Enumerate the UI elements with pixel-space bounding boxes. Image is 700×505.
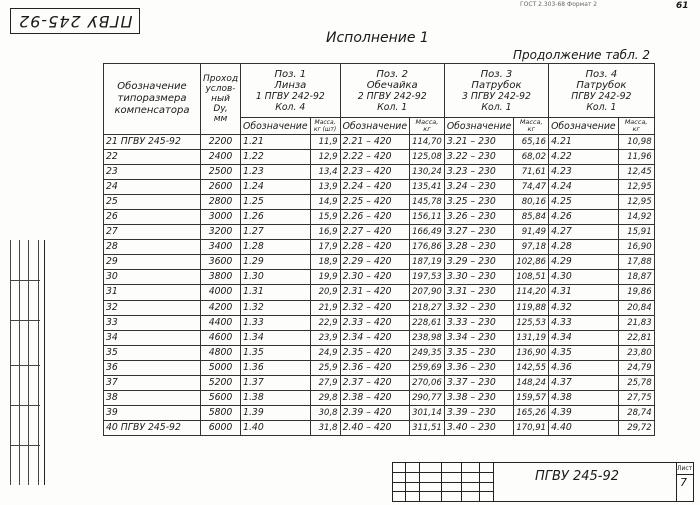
cell-pos1-mass: 13,9	[310, 180, 340, 195]
cell-pos3-oboz: 3.25 – 230	[444, 195, 514, 210]
cell-type: 29	[104, 255, 201, 270]
table-body	[104, 135, 655, 436]
cell-pos3-oboz: 3.29 – 230	[444, 255, 514, 270]
cell-pos2-oboz: 2.38 – 420	[340, 390, 410, 405]
cell-pos2-mass: 145,78	[410, 195, 445, 210]
page-title: Исполнение 1	[326, 30, 429, 46]
cell-dy: 4600	[201, 330, 241, 345]
cell-dy: 2800	[201, 195, 241, 210]
cell-type: 28	[104, 240, 201, 255]
cell-pos3-oboz: 3.22 – 230	[444, 150, 514, 165]
cell-pos2-oboz: 2.30 – 420	[340, 270, 410, 285]
cell-dy: 3600	[201, 255, 241, 270]
cell-pos2-oboz: 2.28 – 420	[340, 240, 410, 255]
cell-pos2-oboz: 2.32 – 420	[340, 300, 410, 315]
cell-pos4-mass: 18,87	[618, 270, 654, 285]
header-pos2-mass: Масса, кг	[410, 118, 445, 135]
cell-pos1-mass: 27,9	[310, 375, 340, 390]
title-block-code: ПГВУ 245-92	[535, 469, 620, 484]
cell-type: 35	[104, 345, 201, 360]
cell-pos3-mass: 119,88	[514, 300, 549, 315]
cell-pos1-mass: 14,9	[310, 195, 340, 210]
sheet-number: 7	[680, 476, 687, 489]
cell-dy: 5200	[201, 375, 241, 390]
cell-pos1-mass: 30,8	[310, 405, 340, 420]
cell-pos2-oboz: 2.21 – 420	[340, 135, 410, 150]
table-row	[104, 375, 655, 390]
cell-pos4-oboz: 4.29	[549, 255, 619, 270]
cell-pos2-mass: 187,19	[410, 255, 445, 270]
cell-pos1-oboz: 1.38	[241, 390, 311, 405]
cell-pos2-oboz: 2.40 – 420	[340, 420, 410, 435]
cell-pos1-mass: 16,9	[310, 225, 340, 240]
cell-pos4-mass: 16,90	[618, 240, 654, 255]
cell-pos3-oboz: 3.37 – 230	[444, 375, 514, 390]
cell-pos3-mass: 165,26	[514, 405, 549, 420]
cell-pos1-oboz: 1.24	[241, 180, 311, 195]
cell-pos4-mass: 22,81	[618, 330, 654, 345]
cell-pos3-mass: 131,19	[514, 330, 549, 345]
header-pos1: Поз. 1 Линза 1 ПГВУ 242-92 Кол. 4	[241, 64, 341, 118]
table-row	[104, 330, 655, 345]
cell-pos3-mass: 170,91	[514, 420, 549, 435]
cell-dy: 6000	[201, 420, 241, 435]
cell-pos4-mass: 23,80	[618, 345, 654, 360]
cell-pos4-mass: 17,88	[618, 255, 654, 270]
cell-pos1-oboz: 1.22	[241, 150, 311, 165]
cell-pos3-oboz: 3.28 – 230	[444, 240, 514, 255]
cell-pos3-mass: 159,57	[514, 390, 549, 405]
table-row	[104, 345, 655, 360]
cell-pos1-mass: 17,9	[310, 240, 340, 255]
cell-pos1-mass: 31,8	[310, 420, 340, 435]
cell-pos1-mass: 22,9	[310, 315, 340, 330]
cell-pos3-oboz: 3.40 – 230	[444, 420, 514, 435]
cell-pos4-oboz: 4.36	[549, 360, 619, 375]
header-pos1-oboz: Обозначение	[241, 118, 311, 135]
cell-type: 37	[104, 375, 201, 390]
cell-pos2-mass: 207,90	[410, 285, 445, 300]
cell-pos2-oboz: 2.37 – 420	[340, 375, 410, 390]
cell-pos3-oboz: 3.31 – 230	[444, 285, 514, 300]
cell-pos1-mass: 20,9	[310, 285, 340, 300]
cell-type: 21 ПГВУ 245-92	[104, 135, 201, 150]
cell-pos1-oboz: 1.37	[241, 375, 311, 390]
cell-type: 36	[104, 360, 201, 375]
cell-pos3-oboz: 3.38 – 230	[444, 390, 514, 405]
cell-pos3-mass: 74,47	[514, 180, 549, 195]
cell-pos1-mass: 25,9	[310, 360, 340, 375]
cell-type: 31	[104, 285, 201, 300]
cell-pos1-mass: 13,4	[310, 165, 340, 180]
cell-pos2-oboz: 2.22 – 420	[340, 150, 410, 165]
cell-pos2-mass: 290,77	[410, 390, 445, 405]
cell-pos2-oboz: 2.36 – 420	[340, 360, 410, 375]
header-pos1-mass: Масса, кг (шт)	[310, 118, 340, 135]
cell-pos2-mass: 311,51	[410, 420, 445, 435]
cell-pos4-oboz: 4.32	[549, 300, 619, 315]
table-row	[104, 405, 655, 420]
cell-pos2-oboz: 2.31 – 420	[340, 285, 410, 300]
cell-dy: 4000	[201, 285, 241, 300]
cell-pos2-oboz: 2.39 – 420	[340, 405, 410, 420]
cell-pos4-oboz: 4.34	[549, 330, 619, 345]
cell-type: 33	[104, 315, 201, 330]
cell-pos4-mass: 19,86	[618, 285, 654, 300]
cell-type: 22	[104, 150, 201, 165]
cell-type: 39	[104, 405, 201, 420]
cell-pos4-mass: 20,84	[618, 300, 654, 315]
cell-dy: 4800	[201, 345, 241, 360]
cell-pos4-oboz: 4.37	[549, 375, 619, 390]
cell-pos2-oboz: 2.23 – 420	[340, 165, 410, 180]
cell-pos1-mass: 11,9	[310, 135, 340, 150]
cell-pos3-mass: 148,24	[514, 375, 549, 390]
cell-type: 40 ПГВУ 245-92	[104, 420, 201, 435]
header-pos3: Поз. 3 Патрубок 3 ПГВУ 242-92 Кол. 1	[444, 64, 548, 118]
cell-dy: 5600	[201, 390, 241, 405]
cell-pos3-mass: 68,02	[514, 150, 549, 165]
cell-pos4-mass: 24,79	[618, 360, 654, 375]
specification-table	[103, 63, 655, 436]
cell-pos3-mass: 65,16	[514, 135, 549, 150]
cell-pos4-mass: 12,95	[618, 195, 654, 210]
cell-pos1-oboz: 1.29	[241, 255, 311, 270]
cell-type: 25	[104, 195, 201, 210]
table-row	[104, 390, 655, 405]
header-type: Обозначение типоразмера компенсатора	[104, 64, 201, 135]
cell-pos2-mass: 130,24	[410, 165, 445, 180]
cell-pos3-oboz: 3.30 – 230	[444, 270, 514, 285]
header-pos4: Поз. 4 Патрубок ПГВУ 242-92 Кол. 1	[549, 64, 655, 118]
cell-pos3-mass: 142,55	[514, 360, 549, 375]
cell-type: 26	[104, 210, 201, 225]
cell-dy: 3000	[201, 210, 241, 225]
cell-pos3-mass: 136,90	[514, 345, 549, 360]
cell-pos1-oboz: 1.39	[241, 405, 311, 420]
cell-pos3-mass: 114,20	[514, 285, 549, 300]
cell-pos4-oboz: 4.39	[549, 405, 619, 420]
cell-pos3-mass: 108,51	[514, 270, 549, 285]
cell-dy: 2200	[201, 135, 241, 150]
header-pos4-mass: Масса, кг	[618, 118, 654, 135]
cell-dy: 4200	[201, 300, 241, 315]
cell-pos1-oboz: 1.30	[241, 270, 311, 285]
cell-dy: 5000	[201, 360, 241, 375]
cell-pos2-mass: 156,11	[410, 210, 445, 225]
cell-pos4-mass: 12,95	[618, 180, 654, 195]
cell-type: 30	[104, 270, 201, 285]
table-continuation-label: Продолжение табл. 2	[513, 48, 651, 62]
cell-pos2-mass: 238,98	[410, 330, 445, 345]
cell-dy: 5800	[201, 405, 241, 420]
cell-pos2-mass: 135,41	[410, 180, 445, 195]
cell-pos2-mass: 166,49	[410, 225, 445, 240]
table-row	[104, 225, 655, 240]
page-number: 61	[676, 1, 689, 11]
header-pos3-mass: Масса, кг	[514, 118, 549, 135]
table-row	[104, 195, 655, 210]
cell-type: 34	[104, 330, 201, 345]
cell-pos2-oboz: 2.35 – 420	[340, 345, 410, 360]
cell-pos2-mass: 259,69	[410, 360, 445, 375]
cell-pos1-oboz: 1.40	[241, 420, 311, 435]
cell-pos2-oboz: 2.34 – 420	[340, 330, 410, 345]
cell-pos1-mass: 24,9	[310, 345, 340, 360]
cell-pos3-oboz: 3.39 – 230	[444, 405, 514, 420]
cell-pos1-mass: 29,8	[310, 390, 340, 405]
cell-pos1-mass: 21,9	[310, 300, 340, 315]
cell-pos1-oboz: 1.34	[241, 330, 311, 345]
table-row	[104, 315, 655, 330]
cell-pos4-mass: 14,92	[618, 210, 654, 225]
cell-pos4-oboz: 4.35	[549, 345, 619, 360]
cell-pos4-oboz: 4.28	[549, 240, 619, 255]
cell-pos1-oboz: 1.32	[241, 300, 311, 315]
sheet-label: Лист	[677, 465, 693, 472]
cell-pos4-oboz: 4.23	[549, 165, 619, 180]
table-row	[104, 255, 655, 270]
cell-pos1-mass: 12,9	[310, 150, 340, 165]
cell-pos1-mass: 18,9	[310, 255, 340, 270]
cell-dy: 2400	[201, 150, 241, 165]
cell-dy: 3800	[201, 270, 241, 285]
cell-dy: 4400	[201, 315, 241, 330]
cell-pos3-oboz: 3.23 – 230	[444, 165, 514, 180]
cell-pos3-oboz: 3.34 – 230	[444, 330, 514, 345]
cell-pos1-oboz: 1.28	[241, 240, 311, 255]
table-row	[104, 360, 655, 375]
header-dy: Проход услов- ный Dy, мм	[201, 64, 241, 135]
cell-pos3-mass: 97,18	[514, 240, 549, 255]
table-row	[104, 150, 655, 165]
table-row	[104, 240, 655, 255]
cell-pos3-mass: 125,53	[514, 315, 549, 330]
cell-type: 27	[104, 225, 201, 240]
cell-pos4-oboz: 4.38	[549, 390, 619, 405]
cell-pos2-oboz: 2.27 – 420	[340, 225, 410, 240]
cell-pos4-oboz: 4.30	[549, 270, 619, 285]
cell-pos4-mass: 10,98	[618, 135, 654, 150]
cell-pos3-oboz: 3.24 – 230	[444, 180, 514, 195]
header-pos2: Поз. 2 Обечайка 2 ПГВУ 242-92 Кол. 1	[340, 64, 444, 118]
cell-type: 24	[104, 180, 201, 195]
cell-pos1-oboz: 1.27	[241, 225, 311, 240]
table-row	[104, 135, 655, 150]
table-row	[104, 285, 655, 300]
cell-pos4-oboz: 4.40	[549, 420, 619, 435]
table-row	[104, 270, 655, 285]
cell-pos1-oboz: 1.31	[241, 285, 311, 300]
table-row	[104, 165, 655, 180]
cell-pos4-mass: 11,96	[618, 150, 654, 165]
cell-pos2-mass: 228,61	[410, 315, 445, 330]
cell-pos3-oboz: 3.26 – 230	[444, 210, 514, 225]
cell-pos1-mass: 19,9	[310, 270, 340, 285]
cell-type: 23	[104, 165, 201, 180]
cell-pos3-oboz: 3.36 – 230	[444, 360, 514, 375]
cell-pos4-mass: 28,74	[618, 405, 654, 420]
cell-pos2-mass: 301,14	[410, 405, 445, 420]
cell-pos4-mass: 21,83	[618, 315, 654, 330]
cell-pos2-mass: 218,27	[410, 300, 445, 315]
cell-pos2-oboz: 2.33 – 420	[340, 315, 410, 330]
cell-pos1-mass: 15,9	[310, 210, 340, 225]
cell-pos3-oboz: 3.35 – 230	[444, 345, 514, 360]
cell-pos4-oboz: 4.27	[549, 225, 619, 240]
cell-pos4-mass: 27,75	[618, 390, 654, 405]
cell-pos1-oboz: 1.21	[241, 135, 311, 150]
cell-pos4-oboz: 4.33	[549, 315, 619, 330]
cell-pos3-mass: 85,84	[514, 210, 549, 225]
cell-pos1-oboz: 1.36	[241, 360, 311, 375]
cell-pos1-mass: 23,9	[310, 330, 340, 345]
cell-pos3-oboz: 3.33 – 230	[444, 315, 514, 330]
cell-pos3-mass: 71,61	[514, 165, 549, 180]
cell-pos4-oboz: 4.22	[549, 150, 619, 165]
cell-pos4-oboz: 4.25	[549, 195, 619, 210]
cell-pos2-mass: 197,53	[410, 270, 445, 285]
table-row	[104, 180, 655, 195]
cell-dy: 2500	[201, 165, 241, 180]
cell-pos1-oboz: 1.26	[241, 210, 311, 225]
cell-pos4-mass: 25,78	[618, 375, 654, 390]
cell-pos4-oboz: 4.31	[549, 285, 619, 300]
header-pos4-oboz: Обозначение	[549, 118, 619, 135]
cell-pos3-mass: 102,86	[514, 255, 549, 270]
cell-pos2-mass: 249,35	[410, 345, 445, 360]
cell-dy: 3200	[201, 225, 241, 240]
cell-pos4-mass: 15,91	[618, 225, 654, 240]
table-row	[104, 420, 655, 435]
cell-pos3-mass: 80,16	[514, 195, 549, 210]
cell-pos2-oboz: 2.26 – 420	[340, 210, 410, 225]
cell-pos2-oboz: 2.29 – 420	[340, 255, 410, 270]
cell-pos3-oboz: 3.32 – 230	[444, 300, 514, 315]
cell-pos3-mass: 91,49	[514, 225, 549, 240]
cell-pos4-oboz: 4.26	[549, 210, 619, 225]
header-stamp: ГОСТ 2.303-68 Формат 2	[520, 1, 598, 8]
cell-pos4-mass: 12,45	[618, 165, 654, 180]
cell-type: 32	[104, 300, 201, 315]
cell-pos2-oboz: 2.24 – 420	[340, 180, 410, 195]
cell-pos3-oboz: 3.27 – 230	[444, 225, 514, 240]
header-pos2-oboz: Обозначение	[340, 118, 410, 135]
cell-pos4-mass: 29,72	[618, 420, 654, 435]
cell-pos2-oboz: 2.25 – 420	[340, 195, 410, 210]
cell-dy: 3400	[201, 240, 241, 255]
header-pos3-oboz: Обозначение	[444, 118, 514, 135]
table-row	[104, 300, 655, 315]
cell-pos2-mass: 270,06	[410, 375, 445, 390]
cell-pos2-mass: 176,86	[410, 240, 445, 255]
cell-pos3-oboz: 3.21 – 230	[444, 135, 514, 150]
cell-dy: 2600	[201, 180, 241, 195]
cell-type: 38	[104, 390, 201, 405]
cell-pos4-oboz: 4.24	[549, 180, 619, 195]
corner-code: ПГВУ 245-92	[17, 11, 133, 31]
cell-pos2-mass: 114,70	[410, 135, 445, 150]
cell-pos1-oboz: 1.25	[241, 195, 311, 210]
side-stamp-columns	[10, 240, 40, 485]
cell-pos2-mass: 125,08	[410, 150, 445, 165]
cell-pos1-oboz: 1.35	[241, 345, 311, 360]
corner-code-box	[10, 8, 140, 34]
table-row	[104, 210, 655, 225]
cell-pos1-oboz: 1.23	[241, 165, 311, 180]
cell-pos4-oboz: 4.21	[549, 135, 619, 150]
cell-pos1-oboz: 1.33	[241, 315, 311, 330]
